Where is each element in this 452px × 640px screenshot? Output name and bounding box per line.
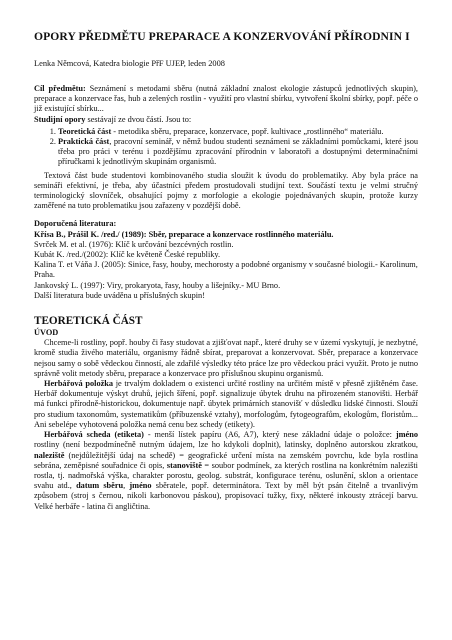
term-date: datum sběru: [76, 481, 124, 491]
study-materials-label: Studijní opory: [34, 114, 86, 124]
study-materials-paragraph: [34, 115, 418, 125]
list-item-label: Teoretická část: [58, 126, 112, 136]
term-name: jméno: [395, 430, 418, 440]
herbarium-item-paragraph: [34, 379, 418, 430]
literature-item: Kalina T. et Váňa J. (2005): Sinice, řasy, houby, mechorosty a podobné organismy v současné biologii.- Karolinum, Praha.: [34, 260, 418, 280]
text-run: - menší lístek papíru (A6, A7), který nese základní údaje o položce:: [143, 430, 396, 440]
list-item: [58, 127, 418, 137]
herbarium-label-term: Herbářová scheda (etiketa): [44, 430, 144, 440]
course-aim-label: Cíl předmětu:: [34, 84, 86, 93]
term-collector-name: jméno: [129, 481, 152, 491]
list-item-text: - metodika sběru, preparace, konzervace, popř. kultivace „rostlinného“ materiálu.: [111, 126, 384, 136]
literature-list: [34, 230, 418, 301]
intro-heading: ÚVOD: [34, 328, 59, 338]
literature-heading: Doporučená literatura:: [34, 219, 117, 229]
term-locality: naleziště: [34, 450, 65, 460]
herbarium-label-paragraph: [34, 430, 418, 512]
parts-list: [34, 127, 418, 168]
page-title: OPORY PŘEDMĚTU PREPARACE A KONZERVOVÁNÍ PŘÍRODNIN I: [34, 30, 410, 43]
section-heading: TEORETICKÁ ČÁST: [34, 315, 143, 328]
term-habitat: stanoviště: [166, 460, 202, 470]
list-item-text: , pracovní seminář, v němž budou studenti seznámeni se základními pomůckami, které jsou třeba pro práci v terénu i pozdějšímu zpracování přírodnin v laboratoři a dostupnými determinačními příručkami k jednotlivým skupinám organismů.: [58, 137, 418, 167]
literature-item: Svrček M. et al. (1976): Klíč k určování bezcévných rostlin.: [34, 239, 234, 249]
text-run: = soubor podmínek, za kterých rostlina na konkrétním nalezišti rostla, tj. nadmořská výška, charakter porostu, geolog. substrát, konfigurace terénu, oslunění, sklon a orientace svahu atd.,: [34, 460, 418, 491]
list-item-label: Praktická část: [58, 137, 110, 147]
intro-text: Chceme-li rostliny, popř. houby či řasy studovat a zjišťovat např., které druhy se v území vyskytují, je nezbytné, kromě studia živého materiálu, organismy řádně sbírat, preparovat a konzervovat. Sběr, preparace a konzervace nejsou samy o sobě vědeckou činností, ale zdařilé výsledky této práce lze pro vědeckou práci využít. Proto je nutno správně volit metody sběru, preparace a konzervace pro příslušnou skupinu organismů.: [34, 338, 418, 378]
course-aim-text: Seznámení s metodami sběru (nutná základní znalost ekologie zástupců jednotlivých skupin), preparace a konzervace řas, hub a zelených rostlin - využití pro vlastní sbírku, vytvoření školní sbírky, popř. péče o již existující sbírku...: [34, 84, 418, 114]
literature-item: Další literatura bude uváděna u příslušných skupin!: [34, 290, 205, 300]
text-run: rostliny (není bezpodmínečně nutným údajem, lze ho kdykoli doplnit), latinsky, doplněno autorskou zkratkou,: [34, 440, 418, 450]
herbarium-item-text: je trvalým dokladem o existenci určité rostliny na určitém místě v přesně zjištěném čase. Herbář dokumentuje výskyt druhů, jejich šíření, popř. signalizuje úbytek druhu na přirozeném stanovišti. Herbář má funkci přírodně-historickou, dokumentuje např. úbytek primárních stanovišť v důsledku lidské činnosti. Slouží pro studium taxonomům, systematikům (příbuzenské vztahy), morfologům, fytogeografům, ekologům, floristům... Ani sebelépe vyhotovená položka nemá cenu bez schedy (etikety).: [34, 379, 418, 429]
literature-item: Jankovský L. (1997): Viry, prokaryota, řasy, houby a lišejníky.- MU Brno.: [34, 280, 281, 290]
herbarium-item-label: Herbářová položka: [44, 379, 114, 389]
list-item: [58, 137, 418, 168]
literature-item: Kubát K. /red./(2002): Klíč ke květeně České republiky.: [34, 250, 221, 260]
text-run: (nejdůležitější údaj na schedě) = geografické určení místa na zemském povrchu, kde byla rostlina sebrána, zeměpisné souřadnice či opis,: [34, 450, 418, 470]
course-aim-paragraph: [34, 84, 418, 115]
study-materials-text: sestávají ze dvou částí. Jsou to:: [85, 114, 192, 124]
intro-paragraph: Textová část bude studentovi kombinovaného studia sloužit k úvodu do problematiky. Aby byla práce na semináři efektivní, je třeba, aby účastníci předem prostudovali studijní text. Součástí textu je velmi stručný terminologický slovníček, obsahující pojmy z morfologie a ekologie pojednávaných skupin, protože kurzy zaměřené na tuto problematiku jsou zařazeny v pozdější době.: [34, 170, 418, 211]
literature-item: Křísa B., Prášil K. /red./ (1989): Sběr, preparace a konzervace rostlinného materiálu.: [34, 229, 334, 239]
text-run: ,: [123, 481, 130, 491]
author-line: Lenka Němcová, Katedra biologie PřF UJEP, leden 2008: [34, 59, 225, 68]
text-run: sběratele, popř. determinátora. Text by měl být psán čitelně a trvanlivým způsobem (stroj s černou, nikoli karbonovou páskou), propisovací tužky, fixy, některé inkousty ztrácejí barvu. Velké herbáře - latina či angličtina.: [34, 481, 418, 511]
